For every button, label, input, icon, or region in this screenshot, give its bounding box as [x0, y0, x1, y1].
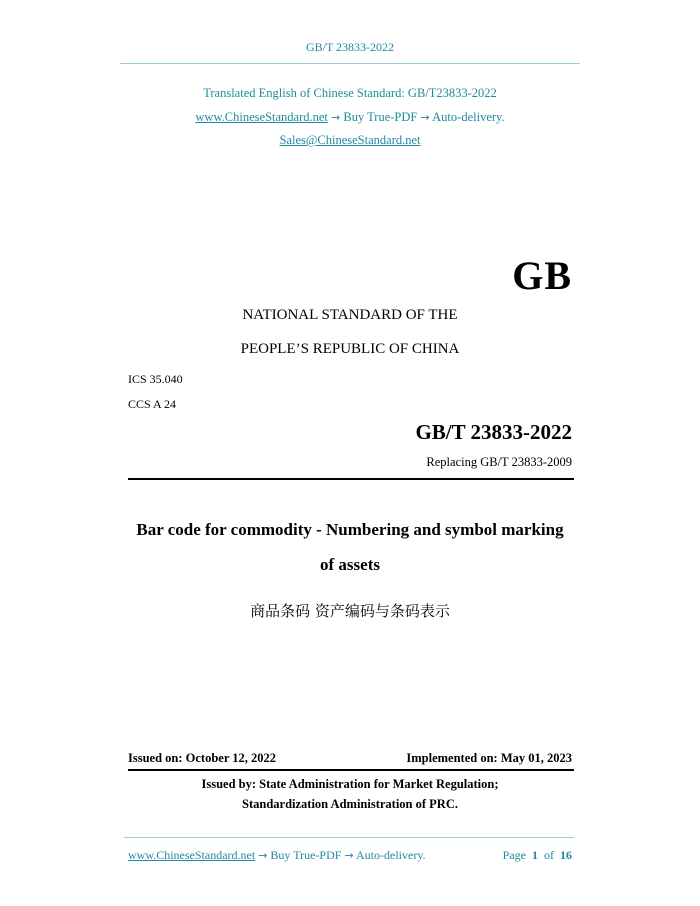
issued-divider [128, 769, 574, 771]
arrow-right-icon: → [258, 849, 268, 862]
arrow-right-icon: → [420, 111, 430, 124]
chinese-title: 商品条码 资产编码与条码表示 [250, 602, 450, 620]
issued-by-line1: Issued by: State Administration for Market Regulation; [201, 777, 499, 791]
page-indicator [503, 848, 572, 863]
arrow-right-icon: → [331, 111, 341, 124]
buy-pdf-text: Buy True-PDF [343, 110, 418, 124]
issued-by-line2: Standardization Administration of PRC. [242, 797, 458, 811]
footer-promo [128, 848, 426, 863]
email-link[interactable]: Sales@ChineseStandard.net [279, 133, 421, 147]
promo-buy-line [0, 110, 700, 125]
document-title-line2: of assets [320, 555, 380, 574]
ics-code: ICS 35.040 [128, 372, 183, 386]
page-of: of [544, 848, 554, 862]
page-label: Page [502, 848, 526, 862]
page-current: 1 [532, 848, 538, 862]
national-standard-line2: PEOPLE’S REPUBLIC OF CHINA [240, 341, 460, 357]
national-standard-line1: NATIONAL STANDARD OF THE [242, 307, 458, 323]
arrow-right-icon: → [344, 849, 354, 862]
document-title-line1: Bar code for commodity - Numbering and symbol marking [136, 520, 564, 539]
ccs-code: CCS A 24 [128, 397, 177, 411]
header-divider [120, 63, 580, 64]
auto-delivery-text: Auto-delivery. [432, 110, 505, 124]
page-header: GB/T 23833-2022 [305, 40, 395, 54]
footer-buy-text: Buy True-PDF [270, 848, 342, 862]
implemented-on: Implemented on: May 01, 2023 [406, 751, 572, 765]
issued-on: Issued on: October 12, 2022 [128, 751, 277, 765]
footer-delivery-text: Auto-delivery. [356, 848, 426, 862]
site-link[interactable]: www.ChineseStandard.net [195, 110, 328, 124]
promo-email-line [0, 133, 700, 148]
title-divider [128, 478, 574, 480]
footer-divider [124, 837, 574, 838]
replacing-standard: Replacing GB/T 23833-2009 [426, 455, 572, 469]
footer-site-link[interactable]: www.ChineseStandard.net [128, 848, 256, 862]
standard-number: GB/T 23833-2022 [415, 420, 572, 444]
gb-logo: GB [512, 253, 572, 298]
page-total: 16 [560, 848, 572, 862]
promo-line: Translated English of Chinese Standard: GB/T23833-2022 [203, 86, 497, 100]
